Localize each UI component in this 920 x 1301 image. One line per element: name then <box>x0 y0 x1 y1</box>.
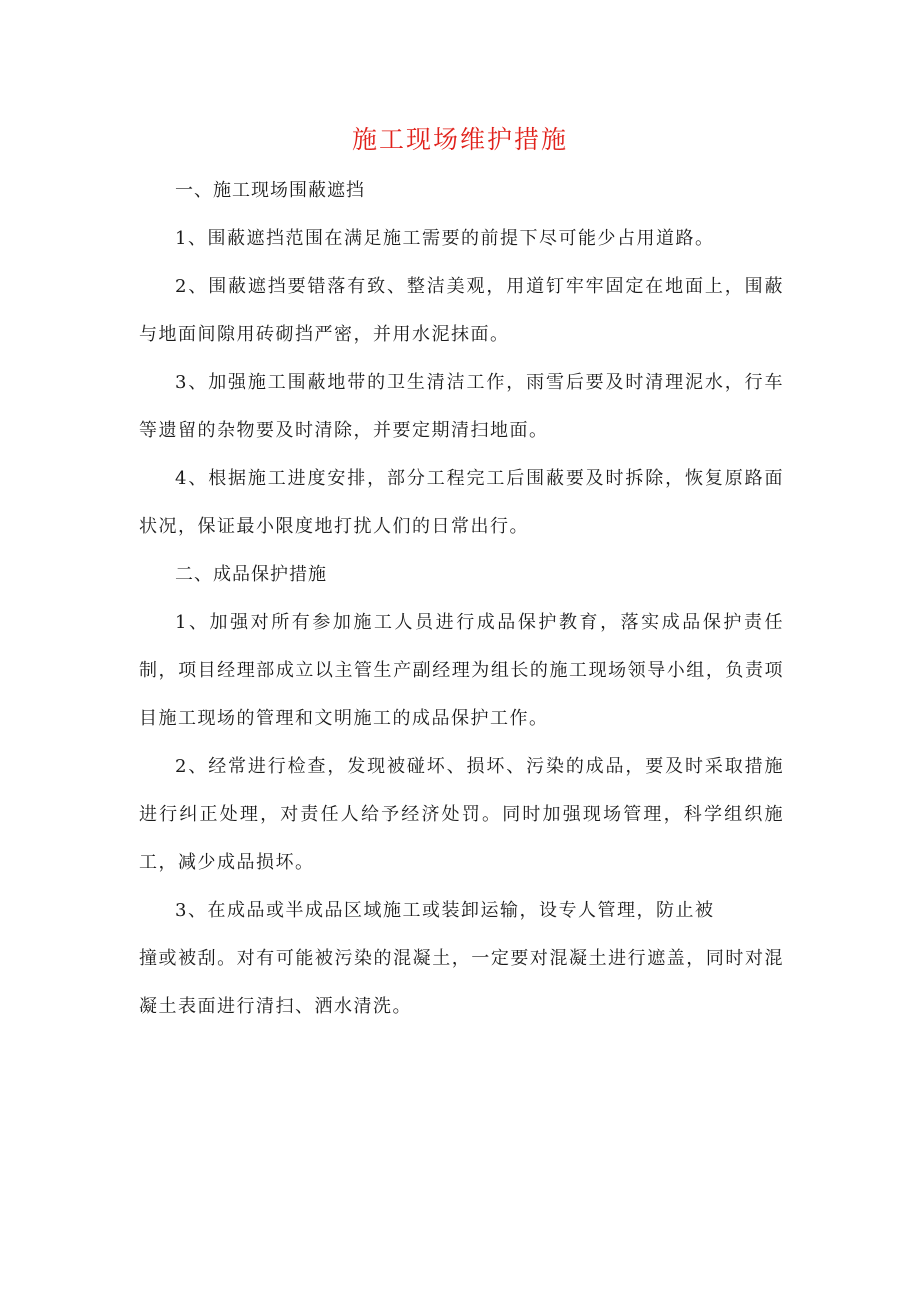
section-1-heading: 一、施工现场围蔽遮挡 <box>175 180 365 201</box>
section-1-item-3: 3、加强施工围蔽地带的卫生清洁工作，雨雪后要及时清理泥水，行车等遗留的杂物要及时清除，并要定期清扫地面。 <box>139 372 784 441</box>
document-title: 施工现场维护措施 <box>351 125 568 154</box>
section-1-item-2: 2、围蔽遮挡要错落有致、整洁美观，用道钉牢牢固定在地面上，围蔽与地面间隙用砖砌挡严密，并用水泥抹面。 <box>139 276 784 345</box>
section-2-item-3-line-1: 3、在成品或半成品区域施工或装卸运输，设专人管理，防止被 <box>175 900 715 921</box>
section-1-item-1: 1、围蔽遮挡范围在满足施工需要的前提下尽可能少占用道路。 <box>175 228 715 249</box>
section-1-item-4: 4、根据施工进度安排，部分工程完工后围蔽要及时拆除，恢复原路面状况，保证最小限度地打扰人们的日常出行。 <box>139 468 784 537</box>
section-2-item-2: 2、经常进行检查，发现被碰坏、损坏、污染的成品，要及时采取措施进行纠正处理，对责任人给予经济处罚。同时加强现场管理，科学组织施工，减少成品损坏。 <box>139 756 784 873</box>
section-2-heading: 二、成品保护措施 <box>175 564 327 585</box>
document-body <box>139 167 784 1031</box>
section-2-item-3-line-2: 撞或被刮。对有可能被污染的混凝土，一定要对混凝土进行遮盖，同时对混凝土表面进行清扫、洒水清洗。 <box>139 948 784 1017</box>
section-2-item-1: 1、加强对所有参加施工人员进行成品保护教育，落实成品保护责任制，项目经理部成立以主管生产副经理为组长的施工现场领导小组，负责项目施工现场的管理和文明施工的成品保护工作。 <box>139 612 784 729</box>
